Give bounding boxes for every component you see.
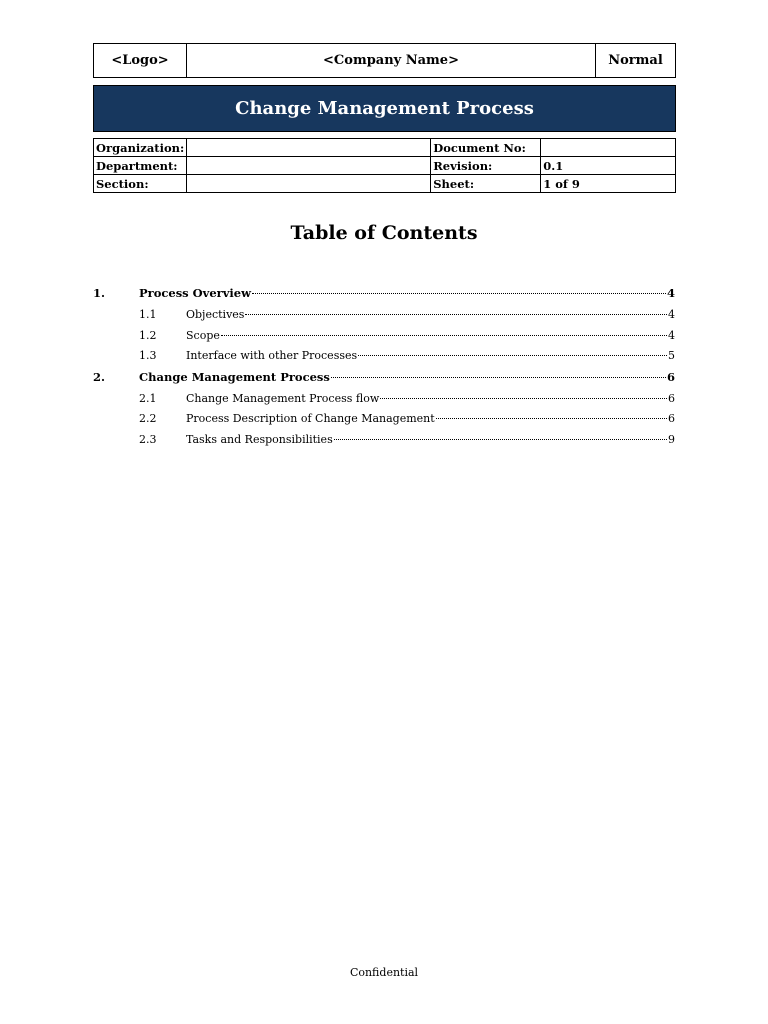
department-value <box>187 157 431 175</box>
toc-label <box>186 308 675 321</box>
toc-entry-1-3[interactable] <box>93 349 675 366</box>
toc-number: 1.3 <box>139 349 157 362</box>
toc-number: 1.1 <box>139 308 157 321</box>
toc-number: 2.2 <box>139 412 157 425</box>
document-title: Change Management Process <box>235 98 534 119</box>
toc-number: 2. <box>93 370 106 384</box>
toc-entry-1-2[interactable] <box>93 329 675 346</box>
toc-text: Interface with other Processes <box>186 349 358 362</box>
toc-label <box>139 286 675 300</box>
toc-text: Change Management Process <box>139 370 330 384</box>
toc-text: Process Description of Change Management <box>186 412 435 425</box>
toc-label <box>186 329 675 342</box>
toc-label <box>186 349 675 362</box>
toc-leader-dots <box>245 314 667 315</box>
document-no-label: Document No: <box>431 139 541 157</box>
toc-text: Tasks and Responsibilities <box>186 433 333 446</box>
toc-entry-1-1[interactable] <box>93 308 675 325</box>
toc-leader-dots <box>331 377 666 378</box>
toc-number: 2.3 <box>139 433 157 446</box>
toc-heading: Table of Contents <box>290 222 478 244</box>
toc-page: 4 <box>666 286 675 300</box>
revision-label: Revision: <box>431 157 541 175</box>
sheet-label: Sheet: <box>431 175 541 193</box>
sheet-value: 1 of 9 <box>541 175 676 193</box>
logo-placeholder: <Logo> <box>94 44 187 77</box>
toc-entry-2-2[interactable] <box>93 412 675 429</box>
toc-label <box>186 392 675 405</box>
section-label: Section: <box>94 175 187 193</box>
toc-page: 5 <box>668 349 675 362</box>
toc-number: 1.2 <box>139 329 157 342</box>
toc-entry-1[interactable] <box>93 286 675 303</box>
toc-text: Process Overview <box>139 286 251 300</box>
toc-text: Objectives <box>186 308 245 321</box>
footer-confidential: Confidential <box>349 966 419 979</box>
toc-leader-dots <box>334 439 667 440</box>
toc-number: 2.1 <box>139 392 157 405</box>
toc-page: 9 <box>668 433 675 446</box>
toc-page: 4 <box>668 329 675 342</box>
document-title-banner <box>93 85 676 132</box>
toc-text: Change Management Process flow <box>186 392 380 405</box>
meta-row <box>94 175 676 193</box>
toc-label <box>186 412 675 425</box>
company-name: <Company Name> <box>187 44 596 77</box>
header-row <box>93 43 676 78</box>
toc-leader-dots <box>358 355 667 356</box>
toc-leader-dots <box>252 293 666 294</box>
toc-text: Scope <box>186 329 220 342</box>
toc-page: 6 <box>666 370 675 384</box>
toc-leader-dots <box>380 398 667 399</box>
classification-label: Normal <box>608 53 663 68</box>
document-meta-table <box>93 138 676 193</box>
meta-row <box>94 157 676 175</box>
toc-entry-2-3[interactable] <box>93 433 675 450</box>
toc-label <box>186 433 675 446</box>
toc-leader-dots <box>436 418 667 419</box>
meta-row <box>94 139 676 157</box>
toc-entry-2[interactable] <box>93 370 675 387</box>
toc-page: 6 <box>668 412 675 425</box>
document-no-value <box>541 139 676 157</box>
toc-number: 1. <box>93 286 106 300</box>
toc-entry-2-1[interactable] <box>93 392 675 409</box>
department-label: Department: <box>94 157 187 175</box>
organization-value <box>187 139 431 157</box>
toc-leader-dots <box>221 335 667 336</box>
organization-label: Organization: <box>94 139 187 157</box>
revision-value: 0.1 <box>541 157 676 175</box>
section-value <box>187 175 431 193</box>
toc-page: 6 <box>668 392 675 405</box>
toc-page: 4 <box>668 308 675 321</box>
toc-label <box>139 370 675 384</box>
